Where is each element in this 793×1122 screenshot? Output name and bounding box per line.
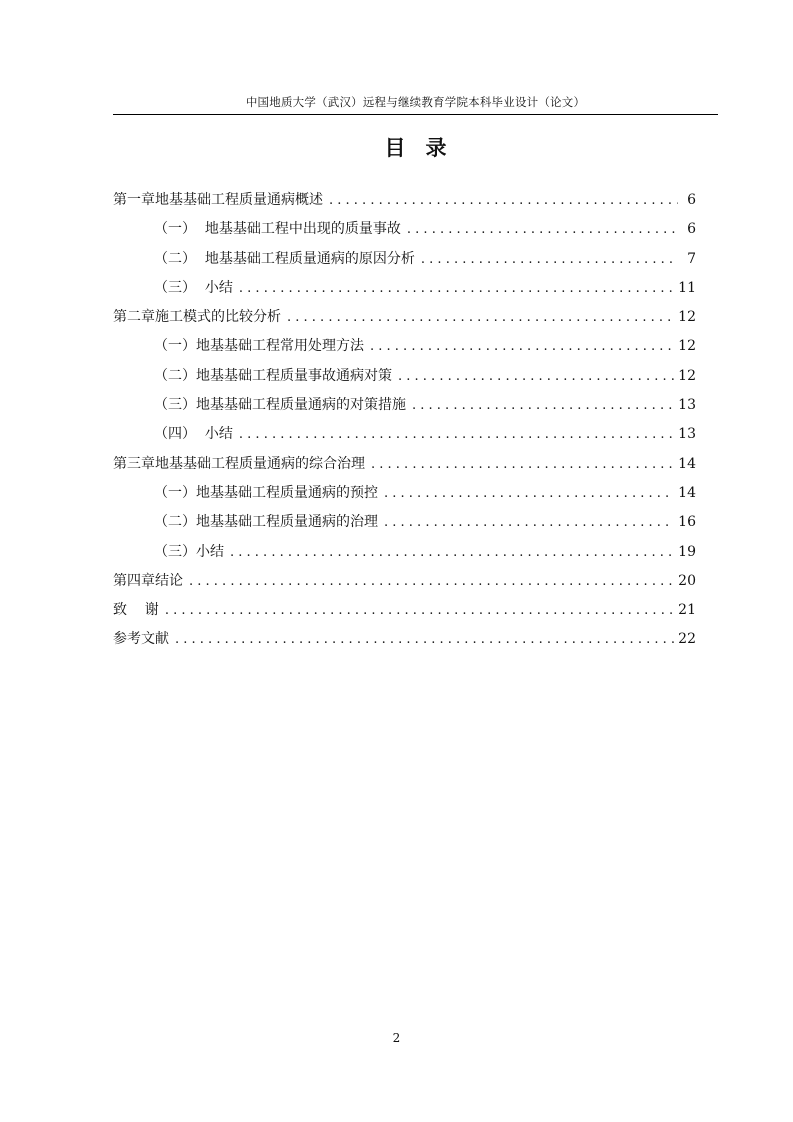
toc-entry[interactable] xyxy=(113,215,696,244)
running-header: 中国地质大学（武汉）远程与继续教育学院本科毕业设计（论文） xyxy=(245,95,586,109)
toc-entry-page: 20 xyxy=(678,572,696,589)
toc-entry-label: （三） 小结 xyxy=(154,279,233,296)
toc-leader-dots xyxy=(175,625,674,654)
toc-leader-dots xyxy=(329,186,678,215)
toc-entry-label: 第一章地基基础工程质量通病概述 xyxy=(113,192,323,208)
toc-entry[interactable] xyxy=(113,567,696,596)
toc-leader-dots xyxy=(384,479,674,508)
toc-entry-label: （三）小结 xyxy=(154,543,224,560)
toc-leader-dots xyxy=(370,332,674,361)
toc-leader-dots xyxy=(412,391,674,420)
toc-entry-page: 13 xyxy=(678,397,696,414)
toc-entry-page: 16 xyxy=(678,514,696,531)
table-of-contents xyxy=(113,186,696,655)
toc-entry-page: 21 xyxy=(678,602,696,619)
toc-title-char-1: 目 xyxy=(384,135,406,160)
toc-entry-page: 12 xyxy=(678,338,696,355)
toc-leader-dots xyxy=(384,508,674,537)
toc-entry-label: （三）地基基础工程质量通病的对策措施 xyxy=(154,397,406,414)
toc-leader-dots xyxy=(398,362,674,391)
toc-entry-label: 致 谢 xyxy=(113,602,159,619)
toc-leader-dots xyxy=(165,596,674,625)
toc-entry-page: 19 xyxy=(678,543,696,560)
toc-entry[interactable] xyxy=(113,186,696,215)
toc-entry-label: 第三章地基基础工程质量通病的综合治理 xyxy=(113,455,365,472)
toc-entry-label: （四） 小结 xyxy=(154,426,233,443)
toc-entry[interactable] xyxy=(113,245,696,274)
toc-entry-page: 14 xyxy=(678,484,696,501)
toc-entry-page: 6 xyxy=(687,192,696,208)
toc-title-char-2: 录 xyxy=(425,135,447,160)
toc-leader-dots xyxy=(239,420,674,449)
toc-entry[interactable] xyxy=(113,303,696,332)
toc-entry-label: （二）地基基础工程质量事故通病对策 xyxy=(154,367,392,384)
toc-entry-label: （一）地基基础工程质量通病的预控 xyxy=(154,484,378,501)
page-number: 2 xyxy=(392,1031,401,1045)
toc-entry[interactable] xyxy=(113,479,696,508)
toc-entry-page: 7 xyxy=(687,250,696,267)
toc-entry-label: 参考文献 xyxy=(113,631,169,648)
toc-entry[interactable] xyxy=(113,362,696,391)
toc-entry-label: （二） 地基基础工程质量通病的原因分析 xyxy=(154,250,415,267)
toc-entry-label: （二）地基基础工程质量通病的治理 xyxy=(154,514,378,531)
toc-leader-dots xyxy=(287,303,674,332)
toc-leader-dots xyxy=(421,245,678,274)
toc-entry-page: 14 xyxy=(678,455,696,472)
toc-entry[interactable] xyxy=(113,274,696,303)
toc-entry-page: 13 xyxy=(678,426,696,443)
toc-leader-dots xyxy=(371,450,674,479)
toc-entry-label: （一） 地基基础工程中出现的质量事故 xyxy=(154,221,401,238)
toc-entry[interactable] xyxy=(113,508,696,537)
toc-entry-page: 12 xyxy=(678,367,696,384)
toc-entry-page: 22 xyxy=(678,631,696,648)
toc-entry[interactable] xyxy=(113,625,696,654)
toc-entry[interactable] xyxy=(113,391,696,420)
toc-entry[interactable] xyxy=(113,596,696,625)
toc-entry-page: 12 xyxy=(678,309,696,326)
toc-entry-label: 第二章施工模式的比较分析 xyxy=(113,309,281,326)
toc-entry-page: 6 xyxy=(687,221,696,238)
toc-leader-dots xyxy=(407,215,678,244)
toc-leader-dots xyxy=(230,538,674,567)
toc-entry-page: 11 xyxy=(678,279,696,296)
toc-entry[interactable] xyxy=(113,332,696,361)
toc-entry-label: 第四章结论 xyxy=(113,572,183,589)
toc-leader-dots xyxy=(189,567,674,596)
toc-entry[interactable] xyxy=(113,450,696,479)
header-rule xyxy=(113,114,718,115)
toc-entry-label: （一）地基基础工程常用处理方法 xyxy=(154,338,364,355)
toc-title xyxy=(113,134,718,162)
toc-leader-dots xyxy=(239,274,674,303)
toc-entry[interactable] xyxy=(113,420,696,449)
toc-entry[interactable] xyxy=(113,538,696,567)
